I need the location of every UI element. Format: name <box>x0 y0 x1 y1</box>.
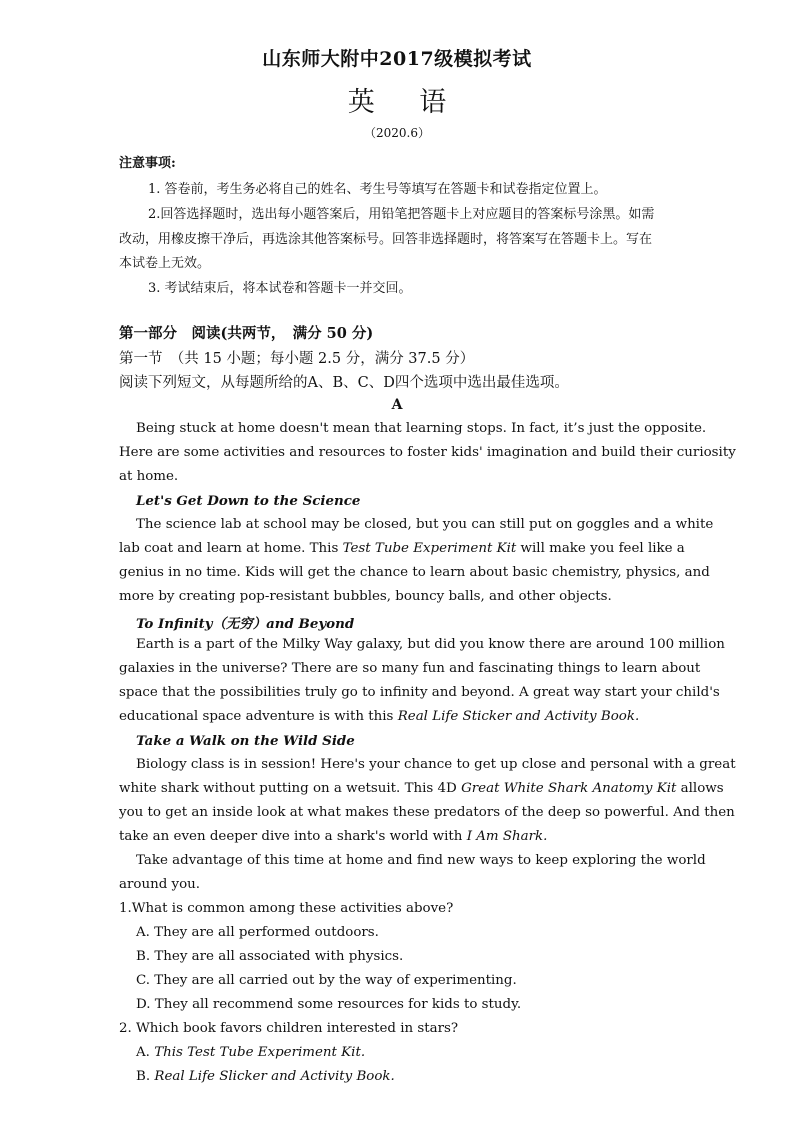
exam-title: 山东师大附中2017级模拟考试 <box>262 48 532 70</box>
wild-line-4 <box>119 829 547 844</box>
science-line-1: The science lab at school may be closed, but you can still put on goggles and a white <box>136 517 714 532</box>
wild-line-2-tail: allows <box>676 781 724 796</box>
science-line-2-text: lab coat and learn at home. This <box>119 541 343 556</box>
question-1-option-a: A. They are all performed outdoors. <box>136 925 379 940</box>
closing-line-2: around you. <box>119 877 201 892</box>
passage-heading-infinity: To Infinity（无穷）and Beyond <box>136 616 355 632</box>
notice-item-1: 1. 答卷前，考生务必将自己的姓名、考生号等填写在答题卡和试卷指定位置上。 <box>148 182 607 197</box>
wild-line-2-text: white shark without putting on a wetsuit. This 4D <box>119 781 462 796</box>
question-1: 1.What is common among these activities above? <box>119 901 454 916</box>
passage-label: A <box>391 397 403 413</box>
notice-item-3: 3. 考试结束后，将本试卷和答题卡一并交回。 <box>148 281 412 296</box>
passage-heading-science: Let's Get Down to the Science <box>136 493 361 509</box>
question-2: 2. Which book favors children interested in stars? <box>119 1021 459 1036</box>
question-1-option-c: C. They are all carried out by the way of experimenting. <box>136 973 517 988</box>
passage-heading-wild-side: Take a Walk on the Wild Side <box>136 733 355 749</box>
question-2-option-a <box>136 1045 365 1060</box>
infinity-line-2: galaxies in the universe? There are so many fun and fascinating things to learn about <box>119 661 701 676</box>
science-line-2-tail: will make you feel like a <box>516 541 685 556</box>
wild-line-1: Biology class is in session! Here's your chance to get up close and personal with a great <box>136 757 736 772</box>
wild-line-3: you to get an inside look at what makes these predators of the deep so powerful. And then <box>119 805 735 820</box>
question-1-option-d: D. They all recommend some resources for kids to study. <box>136 997 522 1012</box>
wild-line-2 <box>119 781 724 796</box>
notice-item-2-line-3: 本试卷上无效。 <box>119 256 211 271</box>
exam-date: （2020.6） <box>364 126 430 140</box>
option-a-label: A. <box>136 1045 155 1060</box>
question-2-option-b <box>136 1069 395 1084</box>
part-one-heading: 第一部分 阅读(共两节， 满分 50 分) <box>119 325 374 342</box>
infinity-line-3: space that the possibilities truly go to infinity and beyond. A great way start your child's <box>119 685 720 700</box>
infinity-line-1: Earth is a part of the Milky Way galaxy, but did you know there are around 100 million <box>136 637 725 652</box>
infinity-line-4-text: educational space adventure is with this <box>119 709 398 724</box>
passage-intro-line-1: Being stuck at home doesn't mean that learning stops. In fact, it’s just the opposite. <box>136 421 707 436</box>
passage-intro-line-2: Here are some activities and resources to foster kids' imagination and build their curiosity <box>119 445 736 460</box>
closing-line-1: Take advantage of this time at home and find new ways to keep exploring the world <box>136 853 706 868</box>
product-i-am-shark: I Am Shark. <box>466 829 548 844</box>
notice-item-2-line-1: 2.回答选择题时，选出每小题答案后，用铅笔把答题卡上对应题目的答案标号涂黑。如需 <box>148 207 655 222</box>
wild-line-4-text: take an even deeper dive into a shark's world with <box>119 829 467 844</box>
science-line-4: more by creating pop-resistant bubbles, bouncy balls, and other objects. <box>119 589 612 604</box>
product-test-tube-kit: Test Tube Experiment Kit <box>342 541 517 556</box>
subject-title: 英 语 <box>347 87 465 118</box>
infinity-line-4 <box>119 709 639 724</box>
notice-item-2-line-2: 改动，用橡皮擦干净后，再选涂其他答案标号。回答非选择题时，将答案写在答题卡上。写在 <box>119 232 653 247</box>
science-line-2 <box>119 541 685 556</box>
question-1-option-b: B. They are all associated with physics. <box>136 949 404 964</box>
section-one-heading: 第一节 （共 15 小题；每小题 2.5 分，满分 37.5 分） <box>119 351 475 367</box>
reading-instruction: 阅读下列短文，从每题所给的A、B、C、D四个选项中选出最佳选项。 <box>119 375 569 391</box>
option-b-label: B. <box>136 1069 155 1084</box>
passage-intro-line-3: at home. <box>119 469 179 484</box>
option-a-text: This Test Tube Experiment Kit. <box>154 1045 366 1060</box>
product-sticker-book: Real Life Sticker and Activity Book. <box>397 709 640 724</box>
science-line-3: genius in no time. Kids will get the chance to learn about basic chemistry, physics, and <box>119 565 710 580</box>
notice-heading: 注意事项: <box>119 156 176 171</box>
product-shark-kit: Great White Shark Anatomy Kit <box>461 781 677 796</box>
option-b-text: Real Life Slicker and Activity Book. <box>154 1069 395 1084</box>
